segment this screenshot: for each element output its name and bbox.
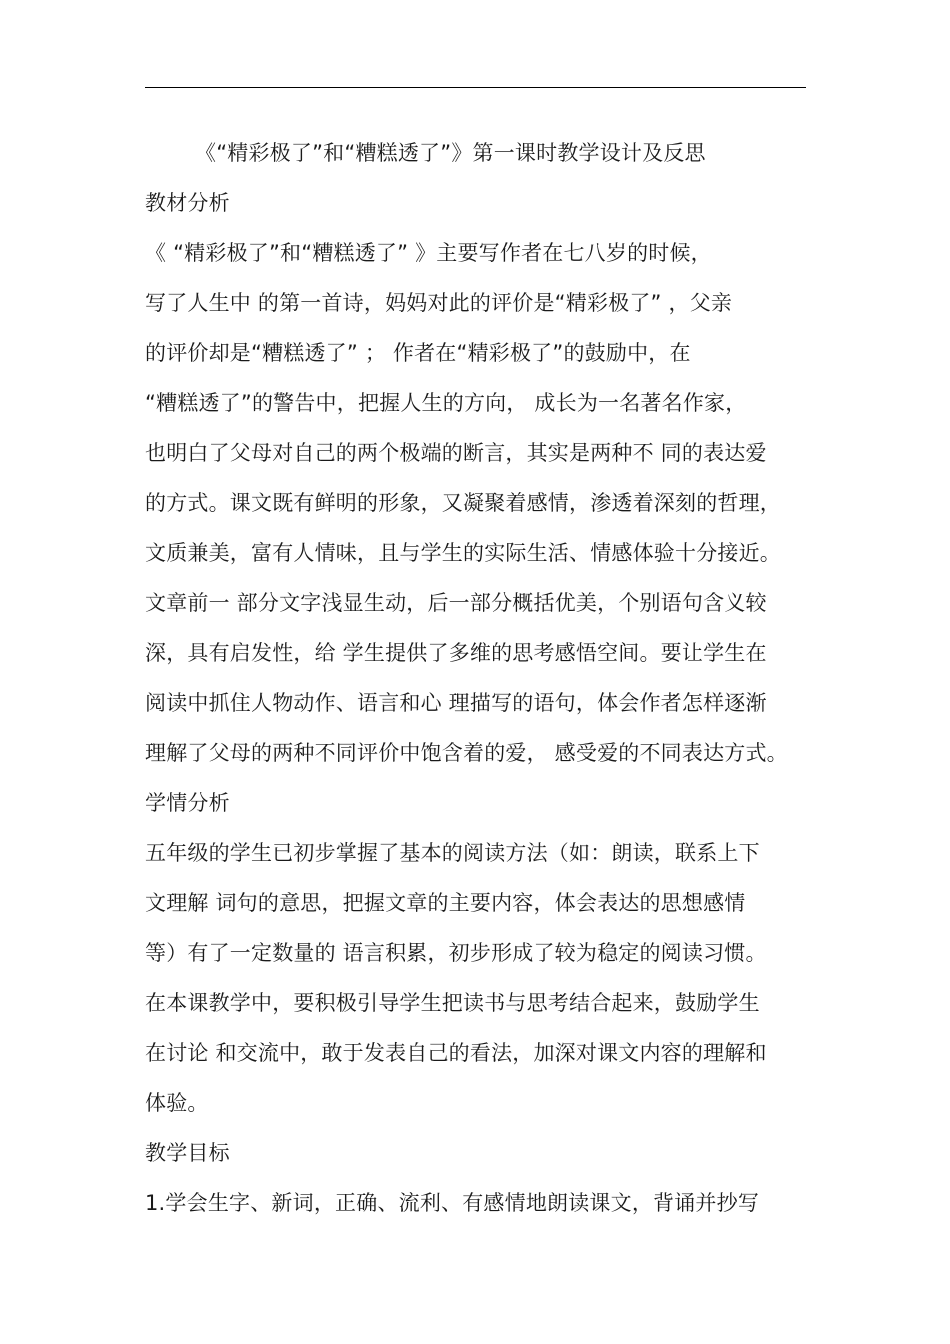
paragraph-line: 深，具有启发性，给 学生提供了多维的思考感悟空间。要让学生在	[145, 641, 767, 665]
paragraph-line: 在本课教学中，要积极引导学生把读书与思考结合起来，鼓励学生	[145, 991, 760, 1015]
paragraph-line: 等）有了一定数量的 语言积累，初步形成了较为稳定的阅读习惯。	[145, 941, 767, 965]
section-heading-student-analysis: 学情分析	[145, 791, 230, 815]
section-heading-teaching-goals: 教学目标	[145, 1141, 230, 1165]
paragraph-line: 文质兼美，富有人情味，且与学生的实际生活、情感体验十分接近。	[145, 541, 781, 565]
paragraph-line: “糟糕透了”的警告中，把握人生的方向， 成长为一名著名作家，	[145, 391, 747, 415]
header-rule	[145, 87, 806, 88]
paragraph-line: 1.学会生字、新词，正确、流利、有感情地朗读课文，背诵并抄写	[145, 1191, 760, 1215]
paragraph-line: 《 “精彩极了”和“糟糕透了” 》主要写作者在七八岁的时候，	[145, 241, 712, 265]
document-title: 《“精彩极了”和“糟糕透了”》第一课时教学设计及反思	[195, 141, 706, 165]
document-body	[145, 128, 825, 1228]
paragraph-line: 文理解 词句的意思，把握文章的主要内容，体会表达的思想感情	[145, 891, 746, 915]
paragraph-line: 体验。	[145, 1091, 209, 1115]
paragraph-line: 的评价却是“糟糕透了” ； 作者在“精彩极了”的鼓励中，在	[145, 341, 691, 365]
paragraph-line: 文章前一 部分文字浅显生动，后一部分概括优美，个别语句含义较	[145, 591, 767, 615]
paragraph-line: 在讨论 和交流中，敢于发表自己的看法，加深对课文内容的理解和	[145, 1041, 767, 1065]
paragraph-line: 理解了父母的两种不同评价中饱含着的爱， 感受爱的不同表达方式。	[145, 741, 788, 765]
paragraph-line: 五年级的学生已初步掌握了基本的阅读方法（如：朗读，联系上下	[145, 841, 760, 865]
paragraph-line: 写了人生中 的第一首诗，妈妈对此的评价是“精彩极了” ，父亲	[145, 291, 733, 315]
paragraph-line: 阅读中抓住人物动作、语言和心 理描写的语句，体会作者怎样逐渐	[145, 691, 767, 715]
paragraph-line: 的方式。课文既有鲜明的形象，又凝聚着感情，渗透着深刻的哲理，	[145, 491, 781, 515]
paragraph-line: 也明白了父母对自己的两个极端的断言，其实是两种不 同的表达爱	[145, 441, 767, 465]
section-heading-material-analysis: 教材分析	[145, 191, 230, 215]
